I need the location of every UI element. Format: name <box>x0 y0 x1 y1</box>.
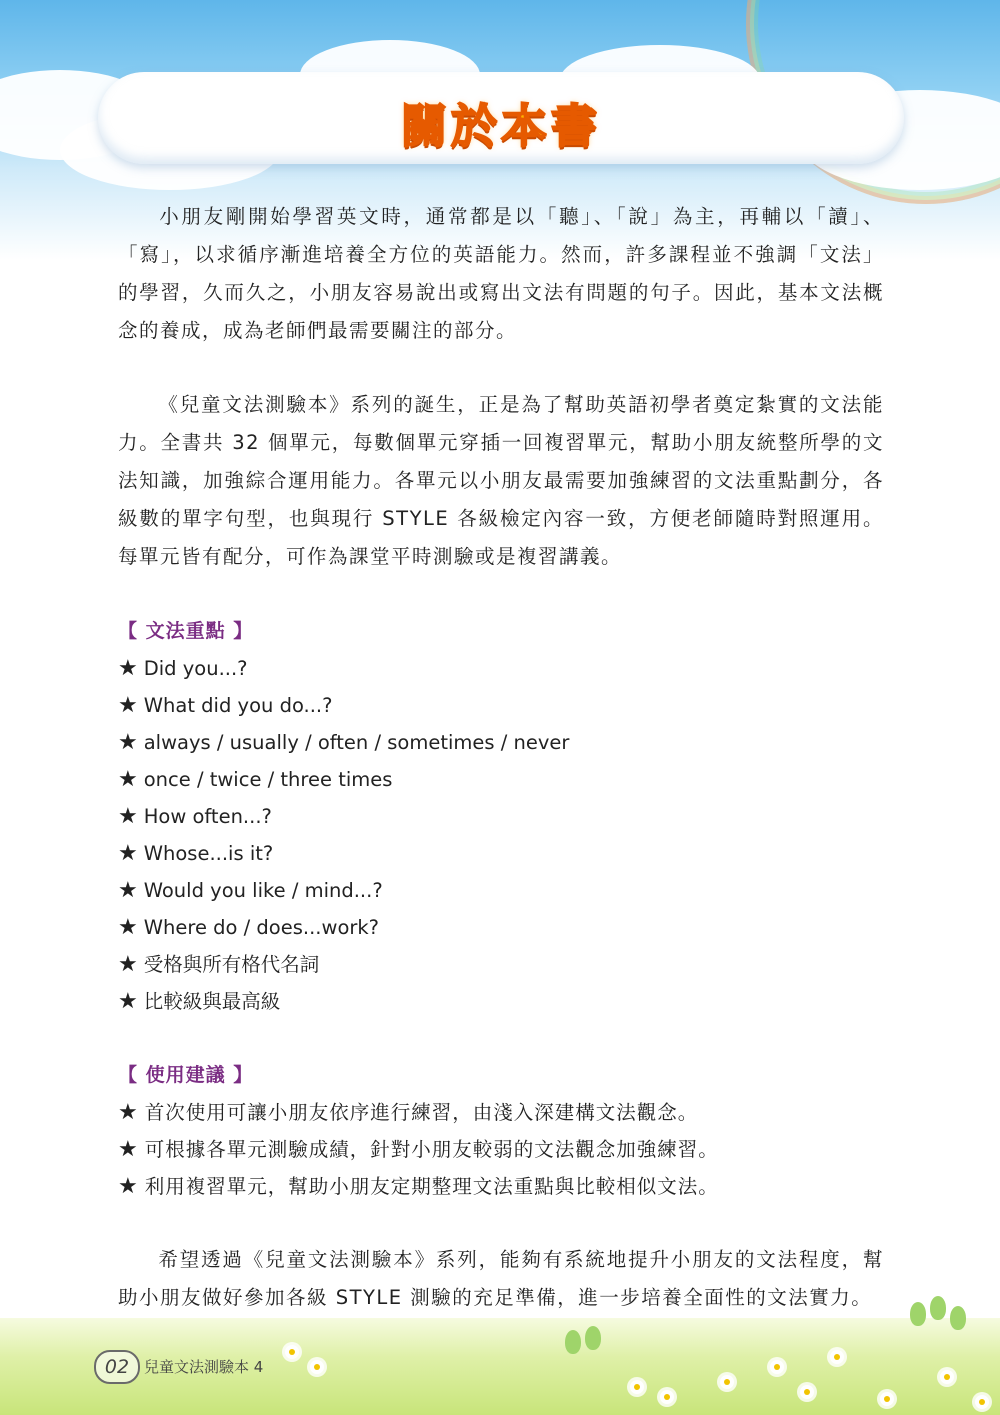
usage-section-heading: 【 使用建議 】 <box>118 1064 254 1086</box>
star-icon: ★ <box>118 656 138 681</box>
list-item: ★ Did you...? <box>118 656 248 681</box>
series-paragraph <box>118 386 884 576</box>
list-item: ★ 受格與所有格代名詞 <box>118 952 320 977</box>
intro-paragraph <box>118 198 884 350</box>
list-item: ★ Where do / does...work? <box>118 915 380 940</box>
tree-decoration <box>950 1306 966 1330</box>
page-title: 關於本書 <box>401 99 601 153</box>
title-banner <box>98 72 904 164</box>
star-icon: ★ <box>118 1137 139 1162</box>
list-item: ★ 首次使用可讓小朋友依序進行練習，由淺入深建構文法觀念。 <box>118 1100 699 1125</box>
closing-paragraph-text: 希望透過《兒童文法測驗本》系列，能夠有系統地提升小朋友的文法程度，幫助小朋友做好參加各級 STYLE 測驗的充足準備，進一步培養全面性的文法實力。 <box>118 1248 884 1309</box>
series-paragraph-text: 《兒童文法測驗本》系列的誕生，正是為了幫助英語初學者奠定紮實的文法能力。全書共 32 個單元，每數個單元穿插一回複習單元，幫助小朋友統整所學的文法知識，加強綜合運用能力。各單元以小朋友最需要加強練習的文法重點劃分，各級數的單字句型，也與現行 STYLE 各級檢定內容一致，方便老師隨時對照運用。每單元皆有配分，可作為課堂平時測驗或是複習講義。 <box>118 393 884 568</box>
tree-decoration <box>910 1302 926 1326</box>
flower-decoration <box>940 1370 954 1384</box>
star-icon: ★ <box>118 989 138 1014</box>
flower-decoration <box>880 1392 894 1406</box>
list-item: ★ How often...? <box>118 804 272 829</box>
star-icon: ★ <box>118 767 138 792</box>
list-item: ★ Would you like / mind...? <box>118 878 383 903</box>
tree-decoration <box>930 1296 946 1320</box>
list-item: ★ 可根據各單元測驗成績，針對小朋友較弱的文法觀念加強練習。 <box>118 1137 719 1162</box>
list-item: ★ always / usually / often / sometimes / never <box>118 730 570 755</box>
flower-decoration <box>830 1350 844 1364</box>
star-icon: ★ <box>118 952 138 977</box>
star-icon: ★ <box>118 878 138 903</box>
flower-decoration <box>630 1380 644 1394</box>
main-content <box>118 198 884 1317</box>
flower-decoration <box>975 1395 989 1409</box>
flower-decoration <box>800 1385 814 1399</box>
grammar-section-heading: 【 文法重點 】 <box>118 620 254 642</box>
flower-decoration <box>310 1360 324 1374</box>
tree-decoration <box>585 1326 601 1350</box>
tree-decoration <box>565 1330 581 1354</box>
page-number: 02 <box>94 1350 140 1384</box>
list-item: ★ 利用複習單元，幫助小朋友定期整理文法重點與比較相似文法。 <box>118 1174 719 1199</box>
intro-paragraph-text: 小朋友剛開始學習英文時，通常都是以「聽」、「說」為主，再輔以「讀」、「寫」，以求循序漸進培養全方位的英語能力。然而，許多課程並不強調「文法」的學習，久而久之，小朋友容易說出或寫出文法有問題的句子。因此，基本文法概念的養成，成為老師們最需要關注的部分。 <box>118 205 884 342</box>
list-item: ★ once / twice / three times <box>118 767 393 792</box>
flower-decoration <box>660 1390 674 1404</box>
star-icon: ★ <box>118 841 138 866</box>
book-name: 兒童文法測驗本 4 <box>144 1358 264 1376</box>
star-icon: ★ <box>118 693 138 718</box>
list-item: ★ 比較級與最高級 <box>118 989 281 1014</box>
star-icon: ★ <box>118 1100 139 1125</box>
flower-decoration <box>770 1360 784 1374</box>
usage-list <box>118 1094 884 1205</box>
flower-decoration <box>285 1345 299 1359</box>
star-icon: ★ <box>118 804 138 829</box>
grammar-list <box>118 650 884 1020</box>
closing-paragraph <box>118 1241 884 1317</box>
star-icon: ★ <box>118 730 138 755</box>
star-icon: ★ <box>118 1174 139 1199</box>
star-icon: ★ <box>118 915 138 940</box>
list-item: ★ What did you do...? <box>118 693 333 718</box>
list-item: ★ Whose...is it? <box>118 841 274 866</box>
flower-decoration <box>720 1375 734 1389</box>
